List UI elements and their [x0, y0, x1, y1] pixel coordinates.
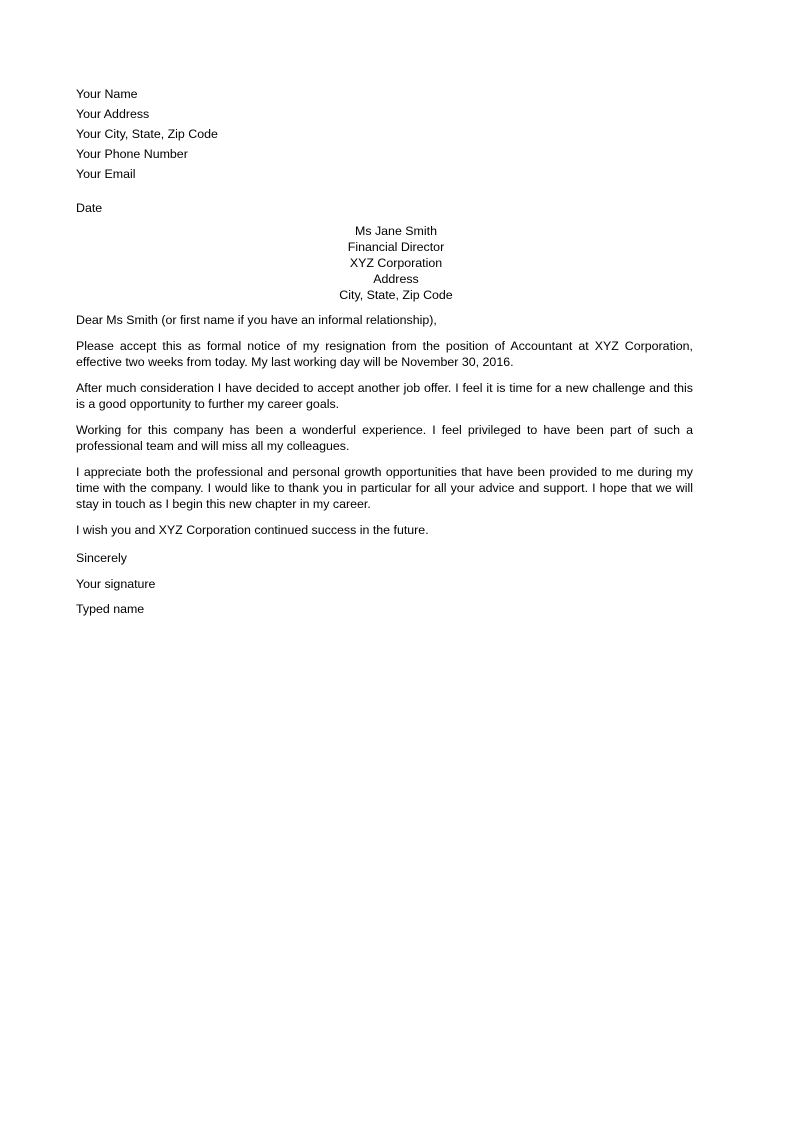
recipient-name: Ms Jane Smith [355, 224, 437, 238]
body-paragraph: I wish you and XYZ Corporation continued success in the future. [76, 523, 429, 537]
recipient-address: Address [373, 272, 419, 286]
valediction: Sincerely [76, 551, 127, 565]
sender-address: Your Address [76, 107, 150, 121]
salutation: Dear Ms Smith (or first name if you have an informal relationship), [76, 313, 437, 327]
body-paragraph: Please accept this as formal notice of my resignation from the position of Accountant at XYZ Corporation, effective two weeks from today. My last working day will be November 30, 2016. [76, 339, 693, 369]
letter-date: Date [76, 201, 103, 215]
recipient-company: XYZ Corporation [349, 256, 443, 270]
sender-city-state-zip: Your City, State, Zip Code [76, 127, 218, 141]
signature-line: Your signature [76, 576, 156, 591]
typed-name: Typed name [76, 602, 145, 616]
sender-block [76, 84, 693, 184]
letter-body [76, 312, 693, 548]
closing-block [76, 550, 155, 627]
sender-email: Your Email [76, 167, 136, 181]
body-paragraph: I appreciate both the professional and personal growth opportunities that have been provided to me during my time with the company. I would like to thank you in particular for all your advice and support. I hope that we will stay in touch as I begin this new chapter in my career. [76, 465, 693, 511]
body-paragraph: Working for this company has been a wonderful experience. I feel privileged to have been part of such a professional team and will miss all my colleagues. [76, 423, 693, 453]
recipient-city-state-zip: City, State, Zip Code [339, 288, 453, 302]
recipient-block [76, 223, 716, 303]
body-paragraph: After much consideration I have decided to accept another job offer. I feel it is time for a new challenge and this is a good opportunity to further my career goals. [76, 381, 693, 411]
sender-name: Your Name [76, 87, 138, 101]
recipient-title: Financial Director [347, 240, 445, 254]
sender-phone: Your Phone Number [76, 147, 188, 161]
